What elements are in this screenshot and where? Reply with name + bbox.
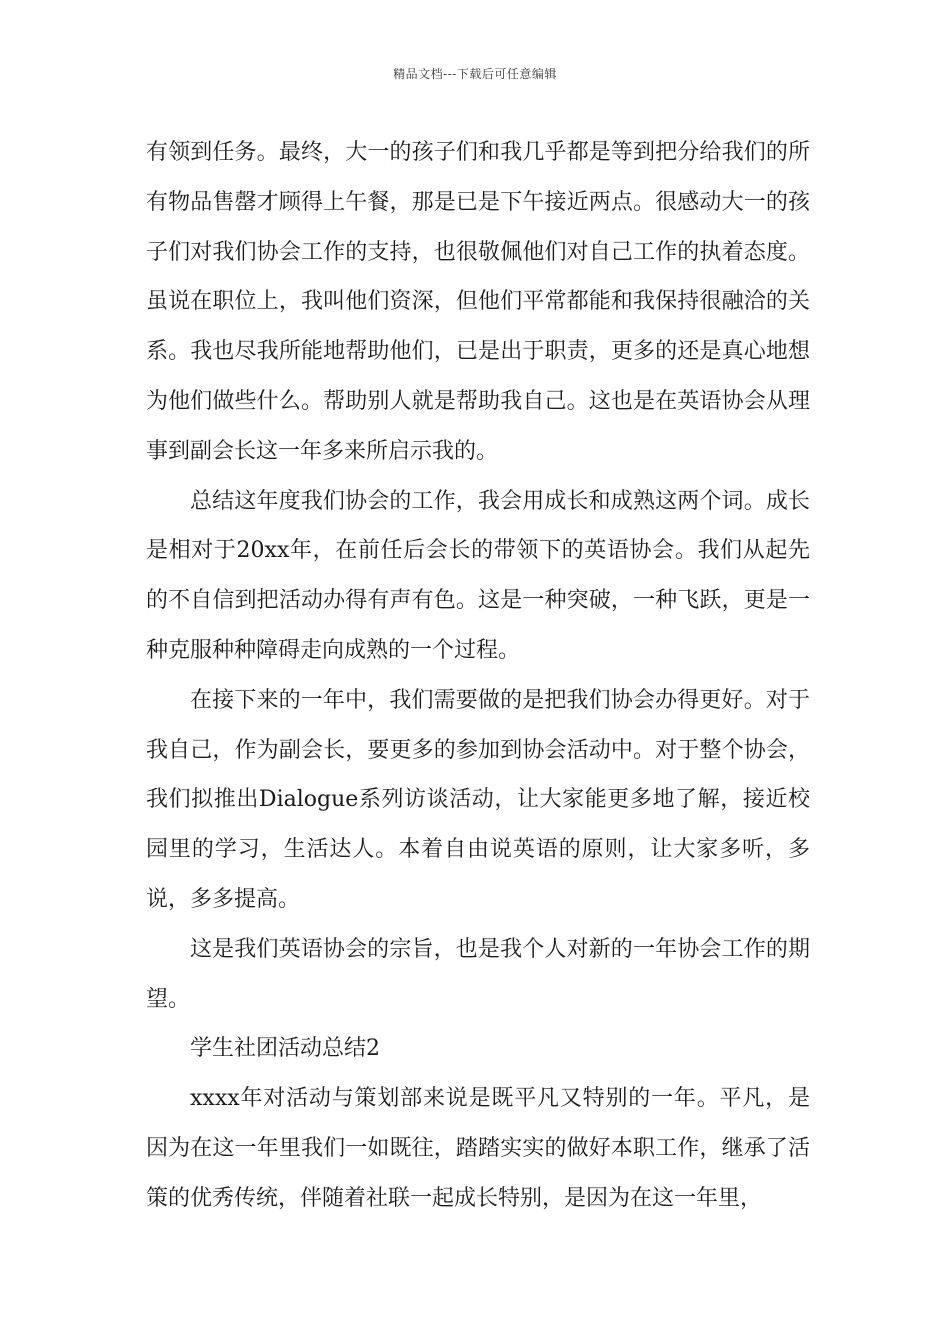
paragraph: 这是我们英语协会的宗旨，也是我个人对新的一年协会工作的期望。 xyxy=(146,936,810,1012)
paragraph: xxxx年对活动与策划部来说是既平凡又特别的一年。平凡，是因为在这一年里我们一如既往，踏踏实实的做好本职工作，继承了活策的优秀传统，伴随着社联一起成长特别，是因为在这一年里， xyxy=(146,1086,810,1211)
paragraph: 有领到任务。最终，大一的孩子们和我几乎都是等到把分给我们的所有物品售罄才顾得上午餐，那是已是下午接近两点。很感动大一的孩子们对我们协会工作的支持，也很敬佩他们对自己工作的执着态度。虽说在职位上，我叫他们资深，但他们平常都能和我保持很融洽的关系。我也尽我所能地帮助他们，已是出于职责，更多的还是真心地想为他们做些什么。帮助别人就是帮助我自己。这也是在英语协会从理事到副会长这一年多来所启示我的。 xyxy=(146,140,810,464)
page-header: 精品文档---下载后可任意编辑 xyxy=(393,67,557,81)
paragraph: 总结这年度我们协会的工作，我会用成长和成熟这两个词。成长是相对于20xx年，在前任后会长的带领下的英语协会。我们从起先的不自信到把活动办得有声有色。这是一种突破，一种飞跃，更是一种克服种种障碍走向成熟的一个过程。 xyxy=(146,488,810,663)
paragraph: 在接下来的一年中，我们需要做的是把我们协会办得更好。对于我自己，作为副会长，要更多的参加到协会活动中。对于整个协会，我们拟推出Dialogue系列访谈活动，让大家能更多地了解，接近校园里的学习，生活达人。本着自由说英语的原则，让大家多听，多说，多多提高。 xyxy=(146,687,810,912)
document-body xyxy=(146,128,810,1224)
section-heading: 学生社团活动总结2 xyxy=(190,1036,380,1062)
